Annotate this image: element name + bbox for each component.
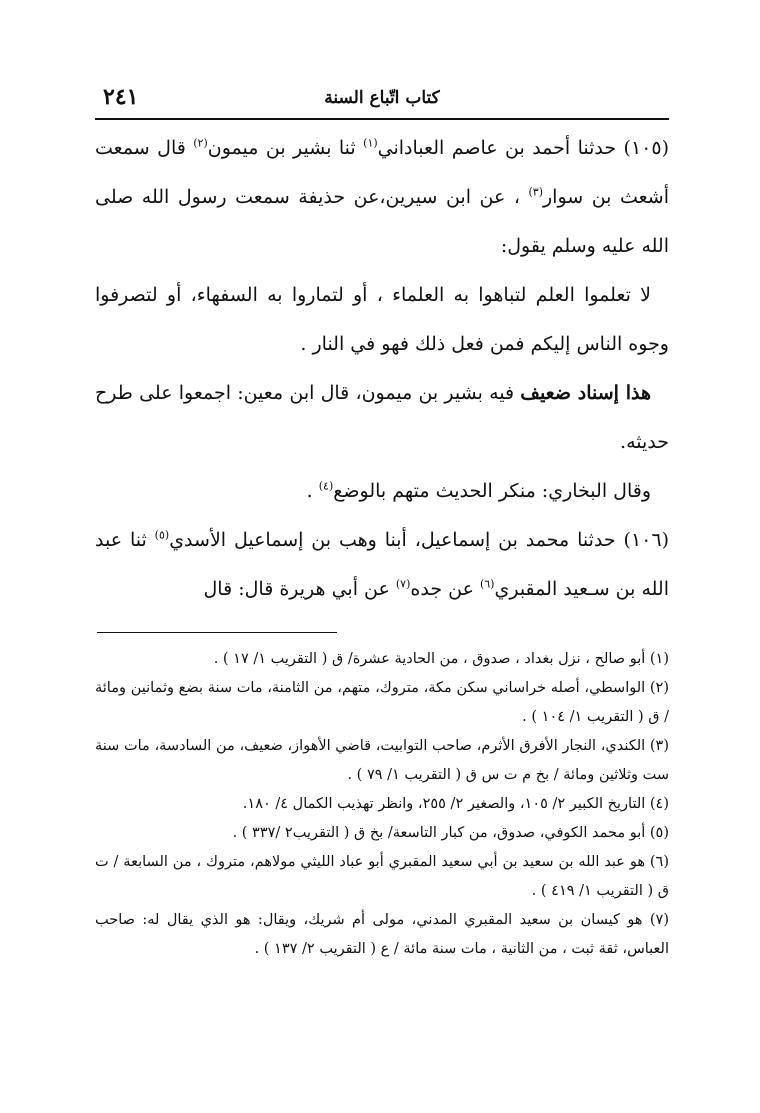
hadith-105-isnad-a: (١٠٥) حدثنا أحمد بن عاصم العباداني [377, 137, 670, 159]
footnotes-section [95, 645, 669, 964]
footnote-7: (٧) هو كيسان بن سعيد المقبري المدني، مولى أم شريك، ويقال: هو الذي يقال له: صاحب العباس، ثقة ثبت ، من الثانية ، مات سنة مائة / ع ( التقريب ٢/ ١٣٧ ) . [95, 912, 669, 957]
hadith-105-isnad-b: ثنا بشير بن ميمون [207, 137, 364, 159]
page-number: ٢٤١ [103, 84, 139, 110]
hadith-105-grading [95, 369, 669, 467]
main-text [95, 124, 669, 614]
footnote-2: (٢) الواسطي، أصله خراساني سكن مكة، متروك، متهم، من الثامنة، مات سنة بضع وثمانين ومائة / ق ( التقريب ١/ ١٠٤ ) . [95, 680, 669, 725]
book-title: كتاب اتّباع السنة [324, 88, 440, 108]
footnote-5: (٥) أبو محمد الكوفي، صدوق، من كبار التاسعة/ بخ ق ( التقريب٢ /٣٣٧ ) . [232, 825, 669, 841]
footnote-ref-6[interactable]: (٦) [479, 577, 495, 591]
hadith-106-isnad-d: عن أبي هريرة قال: قال [203, 578, 396, 600]
hadith-105-paragraph [95, 124, 669, 271]
footnote-6: (٦) هو عبد الله بن سعيد بن أبي سعيد المقبري أبو عباد الليثي مولاهم، متروك ، من السابعة / ت ق ( التقريب ١/ ٤١٩ ) . [95, 854, 669, 899]
running-header [95, 84, 669, 120]
grading-text: فيه بشير بن ميمون، قال ابن معين: اجمعوا على طرح حديثه. [95, 382, 669, 453]
footnote-ref-3[interactable]: (٣) [528, 185, 543, 199]
hadith-106-paragraph [95, 516, 669, 614]
book-page [95, 84, 669, 964]
footnote-ref-7[interactable]: (٧) [395, 577, 411, 591]
bukhari-comment-text: وقال البخاري: منكر الحديث متهم بالوضع [333, 480, 651, 502]
hadith-105-isnad-c: قال سمعت أشعث بن سوار [95, 137, 669, 208]
bukhari-comment-end: . [306, 480, 319, 502]
footnote-1: (١) أبو صالح ، نزل بغداد ، صدوق ، من الحادية عشرة/ ق ( التقريب ١/ ١٧ ) . [213, 651, 669, 667]
hadith-106-isnad-a: (١٠٦) حدثنا محمد بن إسماعيل، أبنا وهب بن إسماعيل الأسدي [169, 529, 670, 551]
footnote-4: (٤) التاريخ الكبير ٢/ ١٠٥، والصغير ٢/ ٢٥٥، وانظر تهذيب الكمال ٤/ ١٨٠. [242, 796, 669, 812]
footnote-ref-5[interactable]: (٥) [154, 528, 170, 542]
grading-label: هذا إسناد ضعيف [520, 382, 651, 404]
footnote-ref-1[interactable]: (١) [363, 136, 378, 150]
hadith-106-isnad-c: عن جده [410, 578, 480, 600]
footnote-ref-4[interactable]: (٤) [318, 479, 334, 493]
hadith-106-isnad-b: ثنا عبد الله بن سـعيد المقبري [95, 529, 669, 600]
hadith-105-matn: لا تعلموا العلم لتباهوا به العلماء ، أو لتماروا به السفهاء، أو لتصرفوا وجوه الناس إليكم فمن فعل ذلك فهو في النار . [95, 284, 669, 355]
footnote-divider [97, 632, 337, 633]
footnote-3: (٣) الكندي، النجار الأفرق الأثرم، صاحب التوابيت، قاضي الأهواز، ضعيف، من السادسة، مات سنة ست وثلاثين ومائة / بخ م ت س ق ( التقريب ١/ ٧٩ ) . [95, 738, 669, 783]
footnote-ref-2[interactable]: (٢) [193, 136, 208, 150]
hadith-105-isnad-d: ، عن ابن سيرين،عن حذيفة سمعت رسول الله صلى الله عليه وسلم يقول: [95, 186, 669, 257]
bukhari-comment [95, 467, 669, 516]
